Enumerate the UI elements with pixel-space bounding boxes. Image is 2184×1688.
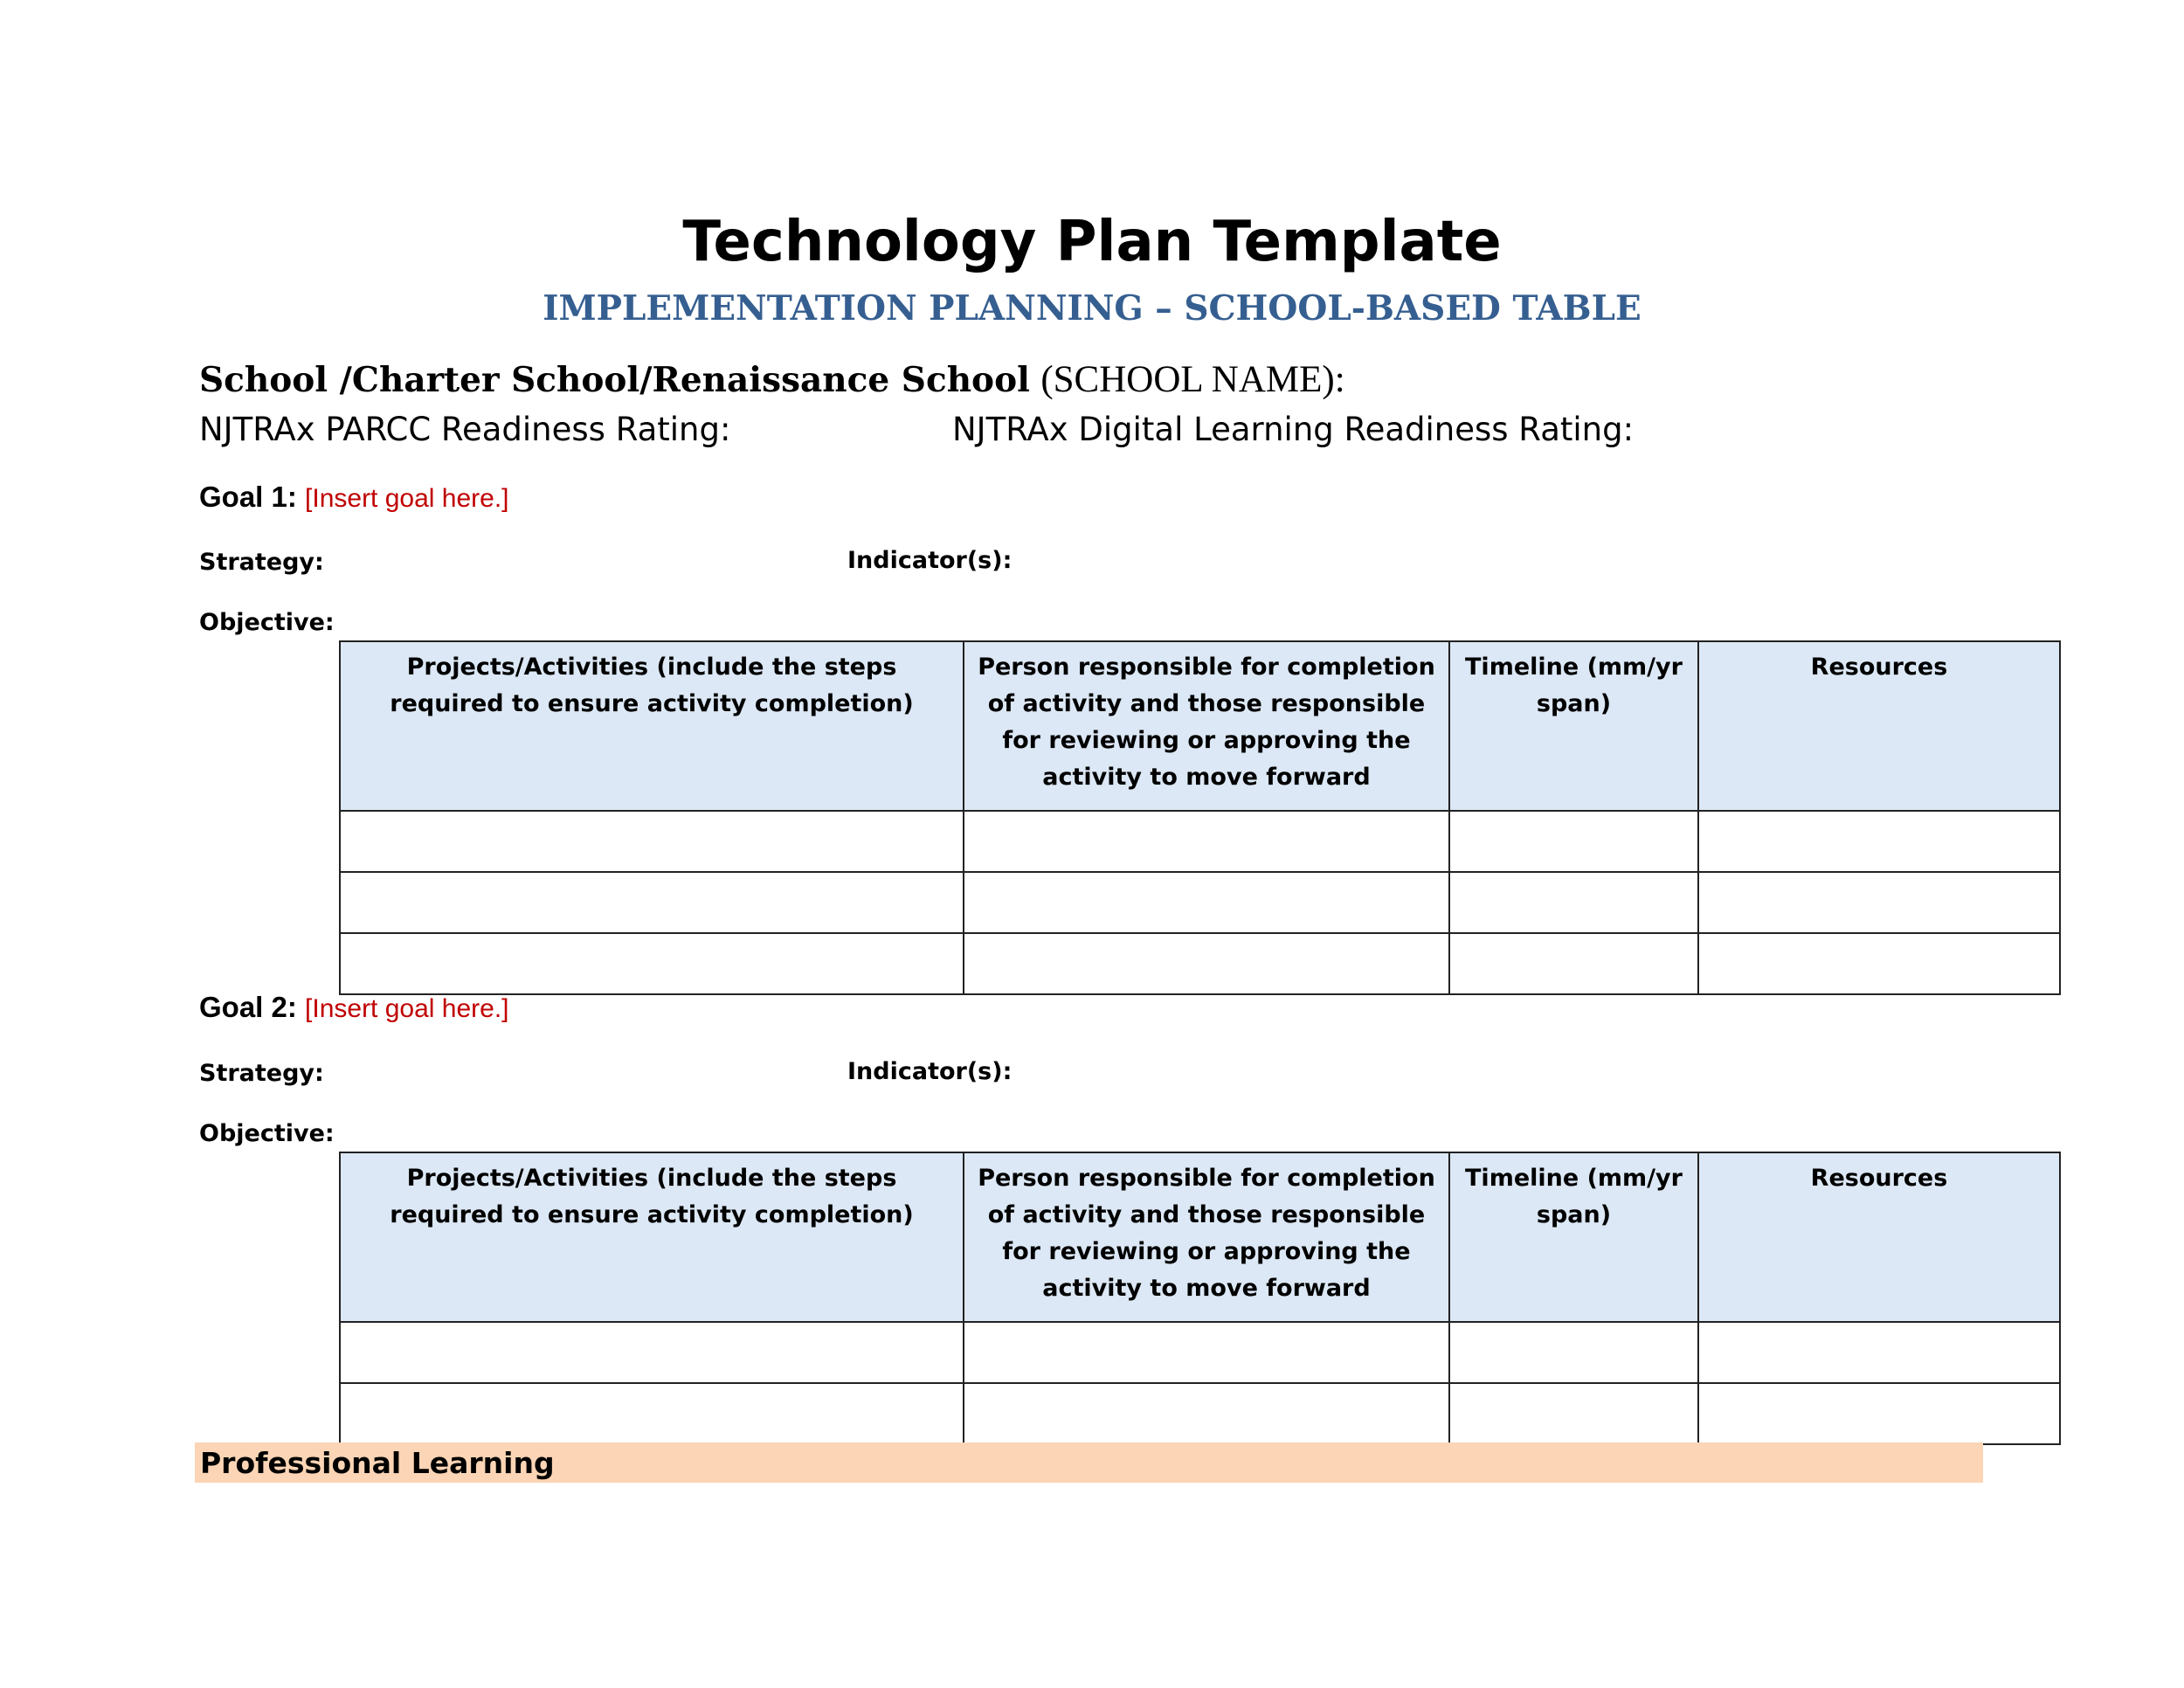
school-name-placeholder: (SCHOOL NAME):: [1040, 359, 1345, 400]
goal-2-indicators-label: Indicator(s):: [847, 1058, 1013, 1085]
goal-1-strategy-label: Strategy:: [199, 549, 324, 576]
school-name-line: [199, 358, 1345, 401]
table-header-row: [340, 641, 2060, 811]
table-row: [340, 811, 2060, 872]
table-cell[interactable]: [964, 933, 1449, 994]
column-header-person: Person responsible for completion of activity and those responsible for reviewing or approving the activity to move forward: [964, 1152, 1449, 1322]
professional-learning-section: [195, 1442, 1983, 1483]
table-cell[interactable]: [1698, 1383, 2060, 1444]
goal-1-indicators-label: Indicator(s):: [847, 547, 1013, 574]
goal-1-objective-label: Objective:: [199, 609, 335, 636]
goal-2-label: Goal 2:: [199, 991, 297, 1023]
school-type-label: School /Charter School/Renaissance School: [199, 360, 1030, 400]
column-header-timeline: Timeline (mm/yr span): [1449, 641, 1698, 811]
table-row: [340, 1383, 2060, 1444]
table-cell[interactable]: [1698, 811, 2060, 872]
goal-2-objective-label: Objective:: [199, 1120, 335, 1147]
table-cell[interactable]: [340, 933, 964, 994]
column-header-projects: Projects/Activities (include the steps required to ensure activity completion): [340, 641, 964, 811]
table-cell[interactable]: [1698, 872, 2060, 933]
table-cell[interactable]: [340, 1383, 964, 1444]
column-header-person: Person responsible for completion of activity and those responsible for reviewing or approving the activity to move forward: [964, 641, 1449, 811]
table-cell[interactable]: [964, 1322, 1449, 1383]
table-cell[interactable]: [1449, 1322, 1698, 1383]
table-cell[interactable]: [1698, 1322, 2060, 1383]
table-cell[interactable]: [964, 811, 1449, 872]
table-cell[interactable]: [1449, 811, 1698, 872]
table-cell[interactable]: [340, 811, 964, 872]
column-header-resources: Resources: [1698, 1152, 2060, 1322]
table-cell[interactable]: [1698, 933, 2060, 994]
parcc-readiness-rating: NJTRAx PARCC Readiness Rating:: [199, 411, 731, 448]
table-row: [340, 872, 2060, 933]
table-header-row: [340, 1152, 2060, 1322]
goal-2-strategy-label: Strategy:: [199, 1060, 324, 1087]
table-cell[interactable]: [340, 872, 964, 933]
document-title: Technology Plan Template: [682, 210, 1502, 274]
professional-learning-heading: Professional Learning: [200, 1446, 555, 1480]
document-subtitle: IMPLEMENTATION PLANNING – SCHOOL-BASED TABLE: [543, 288, 1641, 329]
goal-1-heading: [199, 481, 509, 514]
table-row: [340, 1322, 2060, 1383]
goal-2-placeholder[interactable]: [Insert goal here.]: [305, 994, 509, 1023]
table-cell[interactable]: [964, 1383, 1449, 1444]
column-header-resources: Resources: [1698, 641, 2060, 811]
table-cell[interactable]: [964, 872, 1449, 933]
table-cell[interactable]: [1449, 872, 1698, 933]
goal-1-label: Goal 1:: [199, 481, 297, 513]
table-cell[interactable]: [1449, 933, 1698, 994]
goal-2-activities-table: [339, 1152, 2061, 1445]
digital-readiness-rating: NJTRAx Digital Learning Readiness Rating:: [952, 411, 1635, 448]
column-header-projects: Projects/Activities (include the steps required to ensure activity completion): [340, 1152, 964, 1322]
column-header-timeline: Timeline (mm/yr span): [1449, 1152, 1698, 1322]
table-row: [340, 933, 2060, 994]
goal-1-placeholder[interactable]: [Insert goal here.]: [305, 484, 509, 513]
goal-2-heading: [199, 991, 509, 1024]
table-cell[interactable]: [1449, 1383, 1698, 1444]
goal-1-activities-table: [339, 640, 2061, 995]
table-cell[interactable]: [340, 1322, 964, 1383]
